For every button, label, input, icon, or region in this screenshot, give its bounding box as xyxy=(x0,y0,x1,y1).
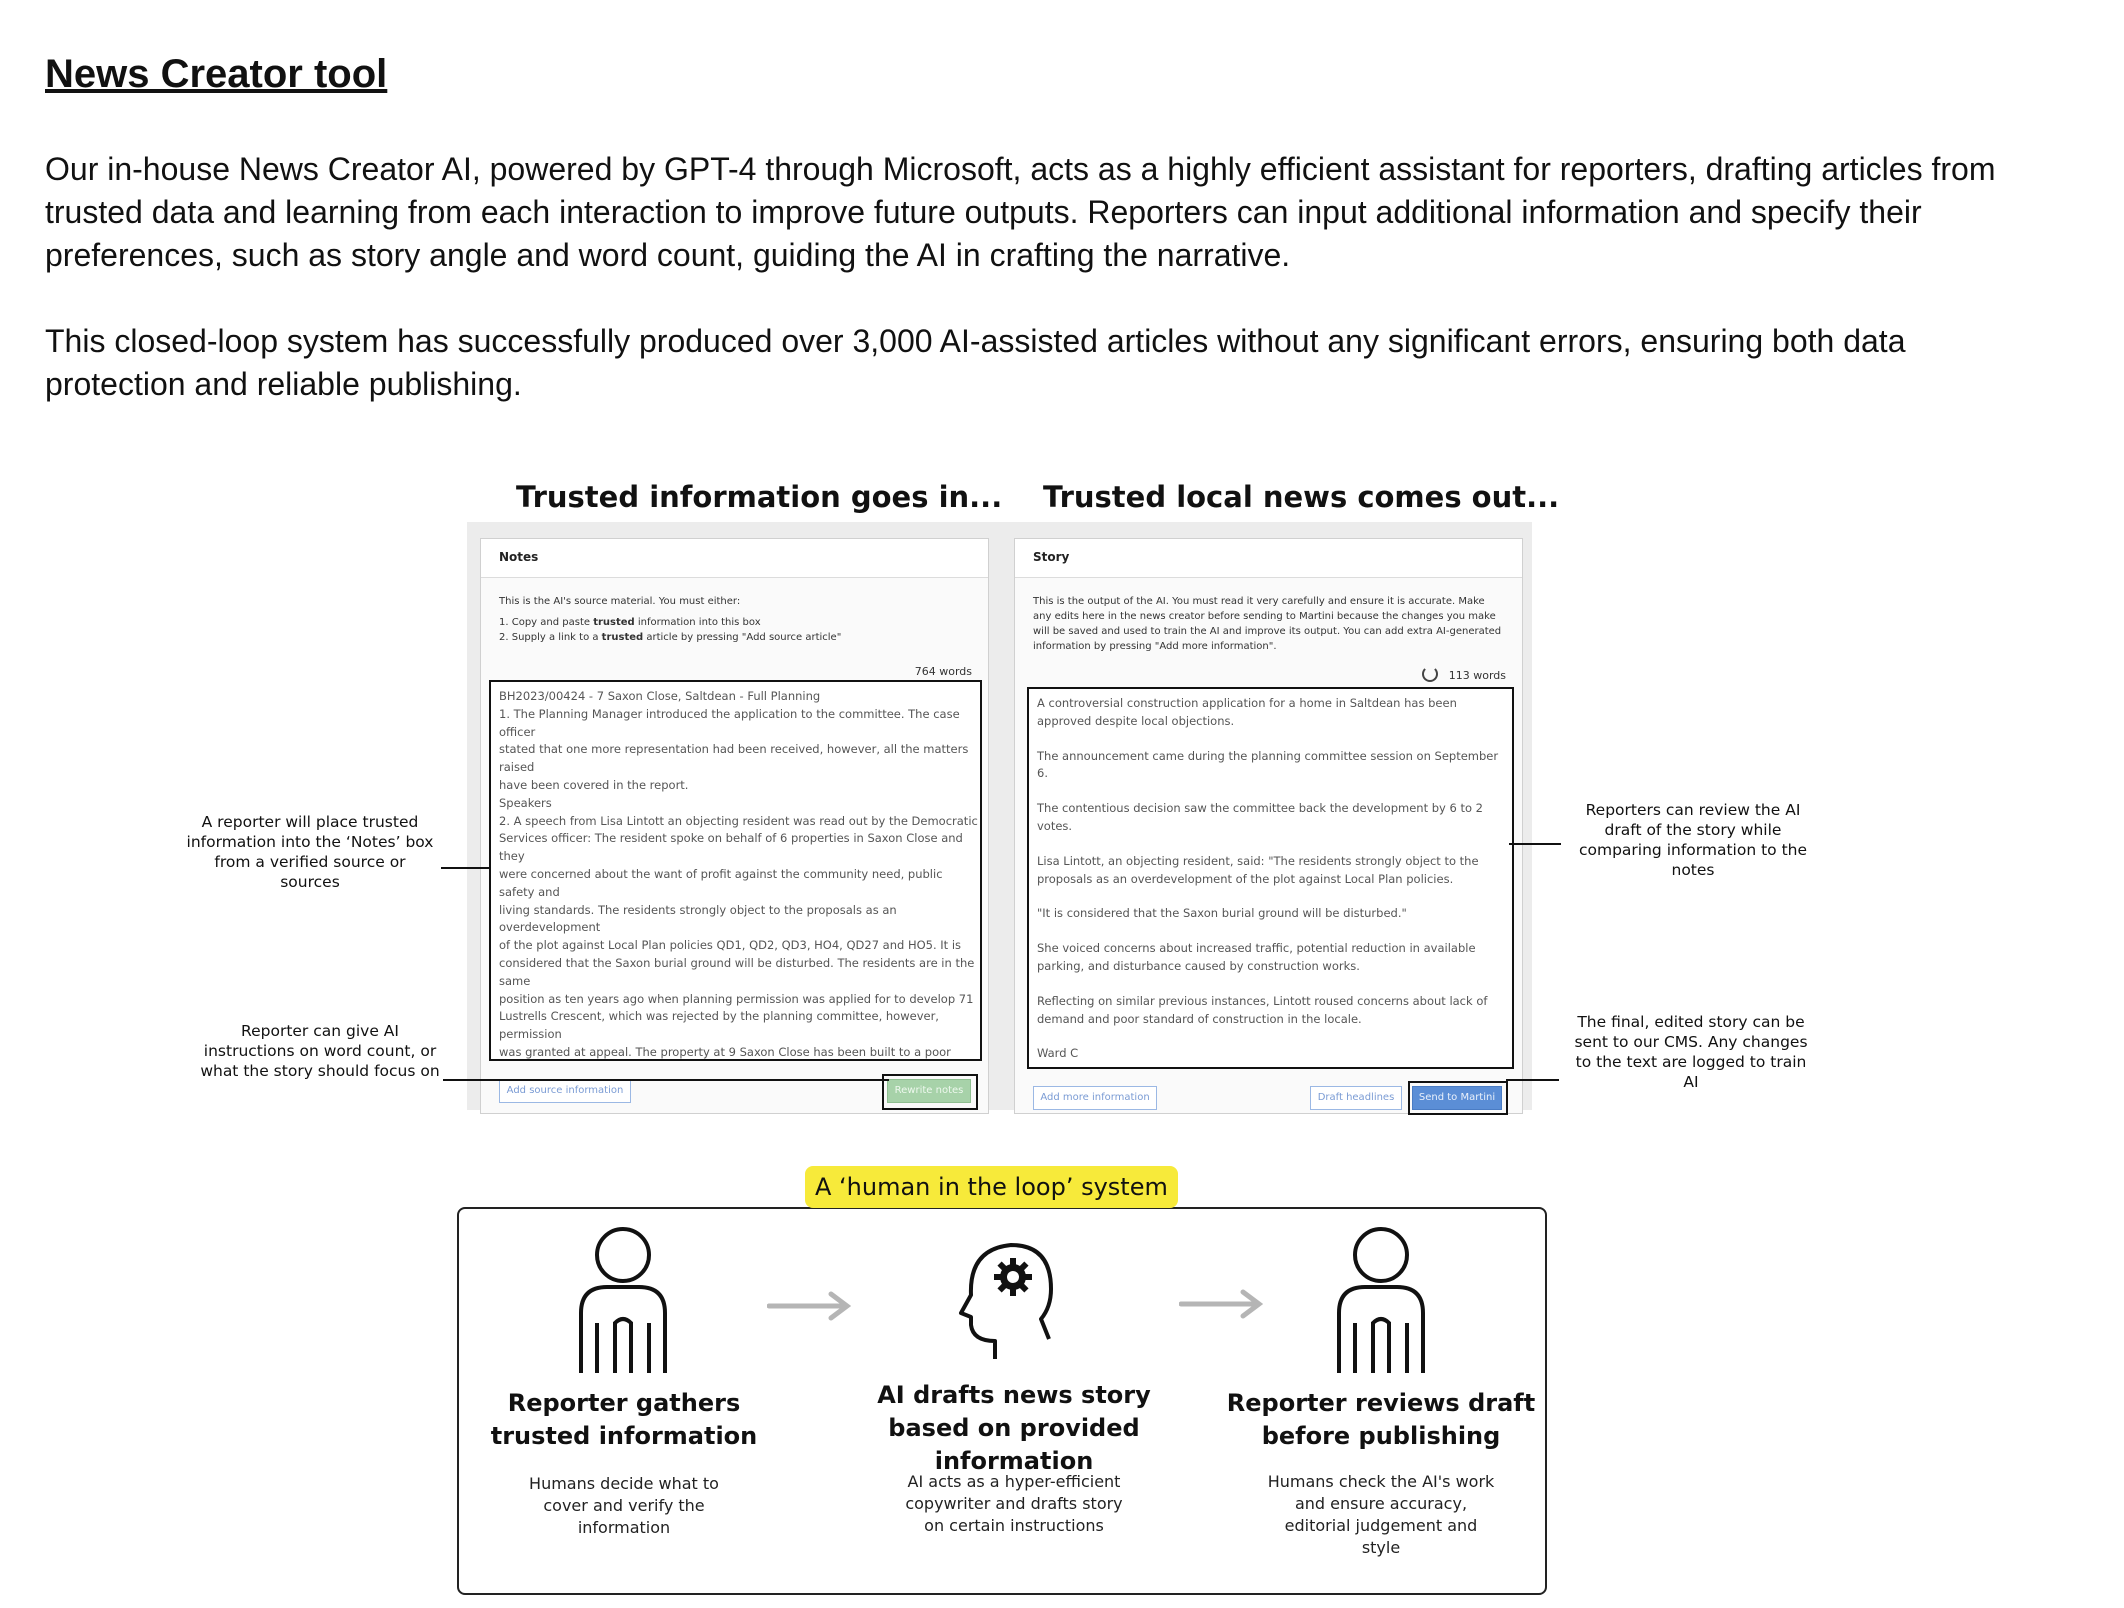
step-1-description: Humans decide what to cover and verify the information xyxy=(529,1474,719,1537)
story-instructions: This is the output of the AI. You must read it very carefully and ensure it is accurate. Make any edits here in the news creator before sending to Martini because the changes you make will be saved and used to train the AI and improve its output. You can add extra AI-generated information by pressing "Add more information". xyxy=(1033,596,1502,652)
notes-line: 2. A speech from Lisa Lintott an objecting resident was read out by the Democratic xyxy=(499,813,978,828)
story-paragraph: "It is considered that the Saxon burial ground will be disturbed." xyxy=(1037,906,1407,921)
story-panel-title: Story xyxy=(1033,550,1070,564)
notes-step-1 xyxy=(499,615,969,630)
annotation-instructions: Reporter can give AI instructions on word count, or what the story should focus on xyxy=(200,1022,440,1080)
notes-instructions xyxy=(499,594,969,645)
notes-line: officer xyxy=(499,724,536,739)
notes-line: stated that one more representation had been received, however, all the matters xyxy=(499,742,969,757)
draft-headlines-button[interactable]: Draft headlines xyxy=(1310,1086,1402,1110)
story-panel-header xyxy=(1015,539,1522,578)
notes-step-2-prefix: 2. Supply a link to a xyxy=(499,632,602,643)
heading-news-out: Trusted local news comes out... xyxy=(1043,480,1560,514)
page-title: News Creator tool xyxy=(45,52,388,96)
story-paragraph: The announcement came during the planning committee session on September 6. xyxy=(1037,748,1499,781)
human-in-the-loop-label: A ‘human in the loop’ system xyxy=(805,1166,1178,1208)
story-paragraph: Lisa Lintott, an objecting resident, said: "The residents strongly object to the proposals as an overdevelopment of the plot against Local Plan policies. xyxy=(1037,853,1479,886)
notes-line: permission xyxy=(499,1027,562,1042)
notes-step-2 xyxy=(499,630,969,645)
notes-line: 1. The Planning Manager introduced the application to the committee. The case xyxy=(499,706,960,721)
person-icon xyxy=(1331,1227,1431,1377)
annotation-notes-input: A reporter will place trusted information into the ‘Notes’ box from a verified source or sources xyxy=(186,813,434,891)
human-in-the-loop-diagram xyxy=(457,1207,1547,1595)
notes-textarea[interactable] xyxy=(489,680,982,1061)
story-paragraph: She voiced concerns about increased traffic, potential reduction in available parking, and disturbance caused by construction works. xyxy=(1037,941,1476,973)
person-icon xyxy=(573,1227,673,1377)
notes-line: have been covered in the report. xyxy=(499,777,689,792)
add-more-information-button[interactable]: Add more information xyxy=(1033,1086,1157,1110)
notes-line: of the plot against Local Plan policies QD1, QD2, QD3, HO4, QD27 and HO5. It is xyxy=(499,938,962,953)
notes-step-1-suffix: information into this box xyxy=(634,617,761,628)
notes-line: same xyxy=(499,973,531,988)
step-2-title: AI drafts news story based on provided information xyxy=(877,1381,1151,1475)
add-source-button[interactable]: Add source information xyxy=(499,1079,631,1103)
ai-head-gear-icon xyxy=(955,1237,1055,1367)
notes-line: Services officer: The resident spoke on behalf of 6 properties in Saxon Close and xyxy=(499,831,963,846)
arrow-right-icon xyxy=(1179,1289,1263,1319)
notes-step-1-prefix: 1. Copy and paste xyxy=(499,617,594,628)
notes-line: were concerned about the want of profit against the community need, public xyxy=(499,866,943,881)
notes-line: safety and xyxy=(499,884,560,899)
story-textarea[interactable] xyxy=(1027,687,1514,1069)
notes-line: position as ten years ago when planning permission was applied for to develop 71 xyxy=(499,991,974,1006)
step-1-title: Reporter gathers trusted information xyxy=(490,1389,758,1450)
step-3-title: Reporter reviews draft before publishing xyxy=(1226,1389,1536,1450)
story-paragraph: Ward C xyxy=(1037,1046,1079,1061)
notes-line: was granted at appeal. The property at 9 Saxon Close has been built to a poor xyxy=(499,1044,951,1059)
notes-panel xyxy=(480,538,989,1114)
step-3-description: Humans check the AI's work and ensure accuracy, editorial judgement and style xyxy=(1267,1472,1495,1557)
annotation-review: Reporters can review the AI draft of the story while comparing information to the notes xyxy=(1578,801,1808,879)
annotation-send: The final, edited story can be sent to our CMS. Any changes to the text are logged to train AI xyxy=(1574,1013,1808,1091)
rewrite-notes-button[interactable]: Rewrite notes xyxy=(887,1079,971,1103)
step-2-description: AI acts as a hyper-efficient copywriter and drafts story on certain instructions xyxy=(905,1472,1123,1535)
notes-step-2-suffix: article by pressing "Add source article" xyxy=(643,632,842,643)
arrow-right-icon xyxy=(767,1291,851,1321)
story-paragraph: Reflecting on similar previous instances, Lintott roused concerns about lack of demand and poor standard of construction in the locale. xyxy=(1037,993,1488,1026)
story-text xyxy=(1037,695,1500,1069)
notes-line: raised xyxy=(499,760,535,775)
send-to-martini-button[interactable]: Send to Martini xyxy=(1412,1086,1502,1110)
loading-spinner-icon xyxy=(1422,666,1438,682)
story-paragraph: A controversial construction application for a home in Saltdean has been approved despite local objections. xyxy=(1037,696,1457,728)
story-paragraph: The contentious decision saw the committee back the development by 6 to 2 votes. xyxy=(1037,801,1483,833)
notes-step-1-bold: trusted xyxy=(593,617,635,628)
notes-word-count: 764 words xyxy=(914,665,972,678)
leader-line-instructions xyxy=(443,1079,889,1081)
notes-line: BH2023/00424 - 7 Saxon Close, Saltdean - Full Planning xyxy=(499,689,821,703)
leader-line-review xyxy=(1509,843,1561,845)
notes-line: Lustrells Crescent, which was rejected by the planning committee, however, xyxy=(499,1009,939,1024)
heading-information-in: Trusted information goes in... xyxy=(516,480,1003,514)
notes-step-2-bold: trusted xyxy=(601,632,644,643)
notes-panel-title: Notes xyxy=(499,550,539,564)
story-word-count: 113 words xyxy=(1448,669,1506,682)
intro-paragraph: Our in-house News Creator AI, powered by GPT-4 through Microsoft, acts as a highly efficient assistant for reporters, drafting articles from trusted data and learning from each interaction to improve future outputs. Reporters can input additional information and specify their preferences, such as story angle and word count, guiding the AI in crafting the narrative. xyxy=(45,151,1996,273)
leader-line-notes xyxy=(441,867,489,869)
notes-line: overdevelopment xyxy=(499,920,601,935)
notes-line: they xyxy=(499,849,525,864)
story-panel xyxy=(1014,538,1523,1114)
notes-text xyxy=(499,688,978,1061)
notes-line: Speakers xyxy=(499,795,552,810)
notes-line: considered that the Saxon burial ground will be disturbed. The residents are in the xyxy=(499,955,975,970)
results-paragraph: This closed-loop system has successfully produced over 3,000 AI-assisted articles without any significant errors, ensuring both data protection and reliable publishing. xyxy=(45,323,1906,402)
notes-line: living standards. The residents strongly object to the proposals as an xyxy=(499,902,897,917)
leader-line-send xyxy=(1506,1079,1559,1081)
notes-panel-header xyxy=(481,539,988,578)
notes-intro: This is the AI's source material. You must either: xyxy=(499,596,741,607)
news-creator-screenshot xyxy=(467,522,1532,1110)
